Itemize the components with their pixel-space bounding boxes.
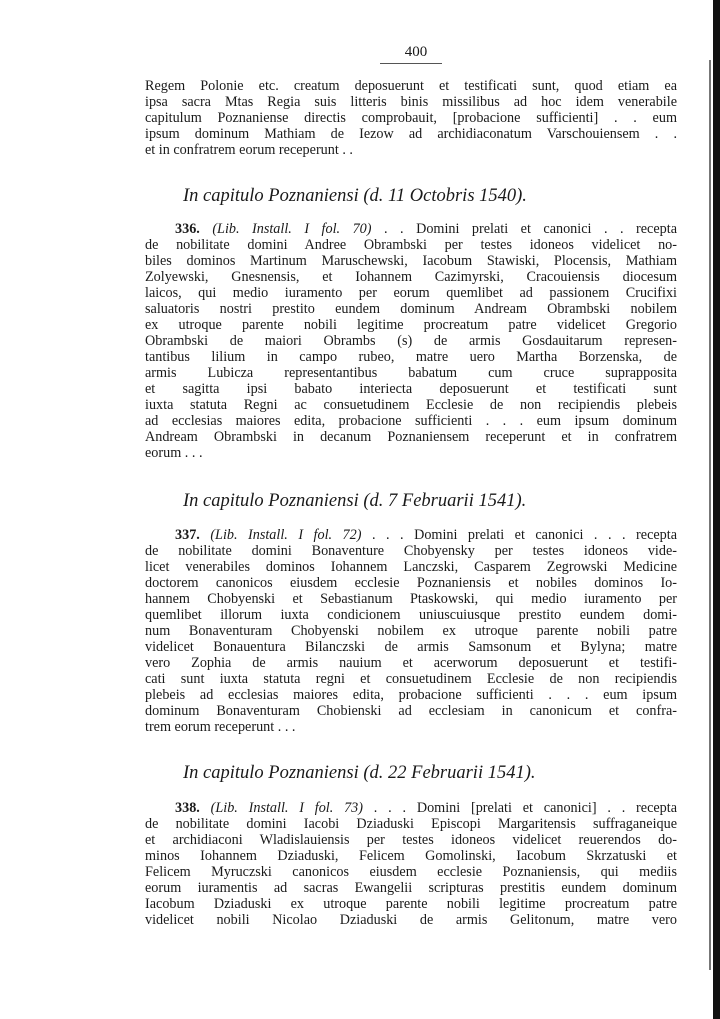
entry-336 <box>145 221 677 461</box>
intro-line: ipsum dominum Mathiam de Iezow ad archidiaconatum Varschouiensem . . <box>145 126 677 142</box>
entry-line: Obrambski de maiori Obrambs (s) de armis Gosdauitarum represen- <box>145 333 677 349</box>
entry-line: eorum . . . <box>145 445 203 461</box>
entry-line: de nobilitate domini Iacobi Dziaduski Episcopi Margaritensis suffraganeique <box>145 816 677 832</box>
intro-line: ipsa sacra Mtas Regia suis litteris binis missilibus ad hoc idem venerabile <box>145 94 677 110</box>
entry-line: Iacobum Dziaduski ex utroque parente nobili legitime procreatum patre <box>145 896 677 912</box>
intro-paragraph <box>145 78 677 158</box>
entry-line: minos Iohannem Dziaduski, Felicem Gomolinski, Iacobum Skrzatuski et <box>145 848 677 864</box>
entry-line: de nobilitate domini Andree Obrambski per testes idoneos videlicet no- <box>145 237 677 253</box>
entry-line: videlicet Bonauentura Bilanczski de armis Samsonum et Bylyna; matre <box>145 639 677 655</box>
entry-line: Andream Obrambski in decanum Poznaniensem receperunt et in confratrem <box>145 429 677 445</box>
entry-line: cati sunt iuxta statuta regni et consuetudinem Ecclesie de non recipiendis <box>145 671 677 687</box>
entry-line: vero Zophia de armis nauium et acerworum deposuerunt et testifi- <box>145 655 677 671</box>
page-number: 400 <box>404 44 428 60</box>
intro-line: capitulum Poznaniense directis comprobauit, [probacione sufficienti] . . eum <box>145 110 677 126</box>
entry-line: armis Lubicza representantibus babatum cum cruce suprapposita <box>145 365 677 381</box>
entry-first-line <box>145 221 677 237</box>
entry-reference: (Lib. Install. I fol. 72) <box>210 527 362 543</box>
entry-line: iuxta statuta Regni ac consuetudinem Ecclesie de non recipiendis plebeis <box>145 397 677 413</box>
entry-line: plebeis ad ecclesias maiores edita, probacione sufficienti . . . eum ipsum <box>145 687 677 703</box>
entry-line: videlicet nobili Nicolao Dziaduski de armis Gelitonum, matre vero <box>145 912 677 928</box>
entry-line: Zolyewski, Gnesnensis, et Iohannem Cazimyrski, Cracouiensis diocesum <box>145 269 677 285</box>
entry-number: 337. <box>175 527 200 543</box>
entry-338 <box>145 800 677 928</box>
entry-first-line <box>145 527 677 543</box>
entry-reference: (Lib. Install. I fol. 73) <box>210 800 363 816</box>
entry-number: 338. <box>175 800 200 816</box>
entry-line: trem eorum receperunt . . . <box>145 719 296 735</box>
entry-line: licet venerabiles dominos Iohannem Lanczski, Casparem Zegrowski Medicine <box>145 559 677 575</box>
entry-line: biles dominos Martinum Maruschewski, Iacobum Stawiski, Plocensis, Mathiam <box>145 253 677 269</box>
intro-line: Regem Polonie etc. creatum deposuerunt et testificati sunt, quod etiam ea <box>145 78 677 94</box>
entry-337 <box>145 527 677 735</box>
entry-line: Felicem Myruczski canonicos eiusdem ecclesie Poznaniensis, qui mediis <box>145 864 677 880</box>
entry-first-line-text: . . Domini prelati et canonici . . recepta <box>371 221 677 237</box>
page-edge-line <box>709 60 711 970</box>
entry-line: saluatoris nostri prestito eundem dominum Andream Obrambski nobilem <box>145 301 677 317</box>
entry-line: num Bonaventuram Chobyenski nobilem ex utroque parente nobili patre <box>145 623 677 639</box>
entry-line: tantibus lilium in campo rubeo, matre uero Martha Borzenska, de <box>145 349 677 365</box>
entry-line: dominum Bonaventuram Chobienski ad ecclesiam in canonicum et confra- <box>145 703 677 719</box>
entry-line: et archidiaconi Wladislauiensis per testes idoneos videlicet reuerendos do- <box>145 832 677 848</box>
entry-line: eorum iuramentis ad sacras Ewangelii scripturas prestitis eundem dominum <box>145 880 677 896</box>
entry-line: hannem Chobyenski et Sebastianum Ptaskowski, qui medio iuramento per <box>145 591 677 607</box>
entry-number: 336. <box>175 221 200 237</box>
entry-line: ex utroque parente nobili legitime procreatum patre videlicet Gregorio <box>145 317 677 333</box>
page-number-rule <box>380 63 442 64</box>
entry-line: laicos, qui medio iuramento per eorum quemlibet ad passionem Crucifixi <box>145 285 677 301</box>
entry-first-line <box>145 800 677 816</box>
entry-line: de nobilitate domini Bonaventure Chobyensky per testes idoneos vide- <box>145 543 677 559</box>
section-heading: In capitulo Poznaniensi (d. 11 Octobris 1540). <box>183 186 527 206</box>
section-heading: In capitulo Poznaniensi (d. 7 Februarii 1541). <box>183 491 527 511</box>
entry-line: doctorem canonicos eiusdem ecclesie Poznaniensis et nobiles dominos Io- <box>145 575 677 591</box>
entry-reference: (Lib. Install. I fol. 70) <box>212 221 372 237</box>
entry-first-line-text: . . . Domini [prelati et canonici] . . recepta <box>363 800 677 816</box>
entry-first-line-text: . . . Domini prelati et canonici . . . recepta <box>361 527 677 543</box>
entry-line: quemlibet illorum iuxta condicionem uniuscuiusque prestito eundem domi- <box>145 607 677 623</box>
entry-line: ad ecclesias maiores edita, probacione sufficienti . . . eum ipsum dominum <box>145 413 677 429</box>
entry-line: et sagitta ipsi babato interiecta deposuerunt et testificati sunt <box>145 381 677 397</box>
intro-line: et in confratrem eorum receperunt . . <box>145 142 353 158</box>
page-edge-shadow <box>713 0 720 1019</box>
section-heading: In capitulo Poznaniensi (d. 22 Februarii 1541). <box>183 763 536 783</box>
